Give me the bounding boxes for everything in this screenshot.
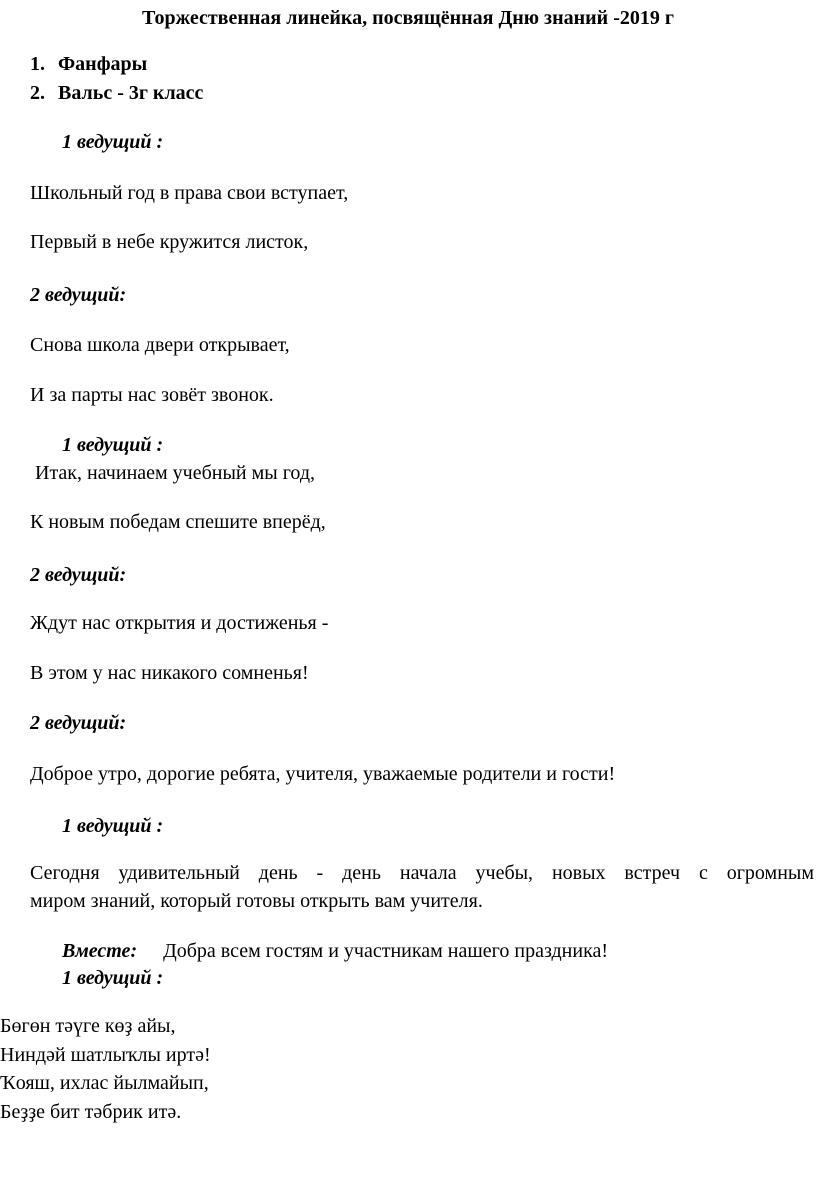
speaker-label: 2 ведущий: (30, 712, 127, 734)
paragraph-line: Сегодня удивительный день - день начала учебы, новых встреч с огромным (30, 862, 814, 884)
greeting-line: Доброе утро, дорогие ребята, учителя, уважаемые родители и гости! (30, 763, 616, 785)
verse-line: Снова школа двери открывает, (30, 334, 290, 356)
list-number: 2. (30, 82, 45, 104)
bashkir-verse-line: Ҡояш, ихлас йылмайып, (0, 1072, 209, 1094)
list-item-text: Вальс - 3г класс (58, 82, 204, 104)
verse-line: К новым победам спешите вперёд, (30, 511, 326, 533)
together-text: Добра всем гостям и участникам нашего праздника! (163, 940, 609, 962)
list-item-text: Фанфары (58, 53, 148, 75)
list-number: 1. (30, 53, 45, 75)
together-label: Вместе: (62, 940, 138, 962)
verse-line: Итак, начинаем учебный мы год, (35, 462, 316, 484)
bashkir-verse-line: Бөгөн тәүге көҙ айы, (0, 1015, 176, 1037)
verse-line: Школьный год в права свои вступает, (30, 182, 349, 204)
speaker-label: 1 ведущий : (62, 131, 164, 153)
paragraph-line: миром знаний, который готовы открыть вам учителя. (30, 890, 483, 912)
speaker-label: 1 ведущий : (62, 434, 164, 456)
verse-line: И за парты нас зовёт звонок. (30, 384, 274, 406)
verse-line: Ждут нас открытия и достиженья - (30, 612, 329, 634)
list-item (30, 52, 147, 76)
speaker-label: 1 ведущий : (62, 815, 164, 837)
verse-line: В этом у нас никакого сомненья! (30, 662, 309, 684)
speaker-label: 2 ведущий: (30, 564, 127, 586)
page-title: Торжественная линейка, посвящённая Дню знаний -2019 г (142, 7, 674, 29)
bashkir-verse-line: Беҙҙе бит тәбрик итә. (0, 1101, 182, 1123)
speaker-label: 1 ведущий : (62, 967, 164, 989)
together-line (62, 939, 608, 963)
verse-line: Первый в небе кружится листок, (30, 231, 309, 253)
speaker-label: 2 ведущий: (30, 284, 127, 306)
list-item (30, 81, 203, 105)
bashkir-verse-line: Ниндәй шатлыҡлы иртә! (0, 1044, 211, 1066)
